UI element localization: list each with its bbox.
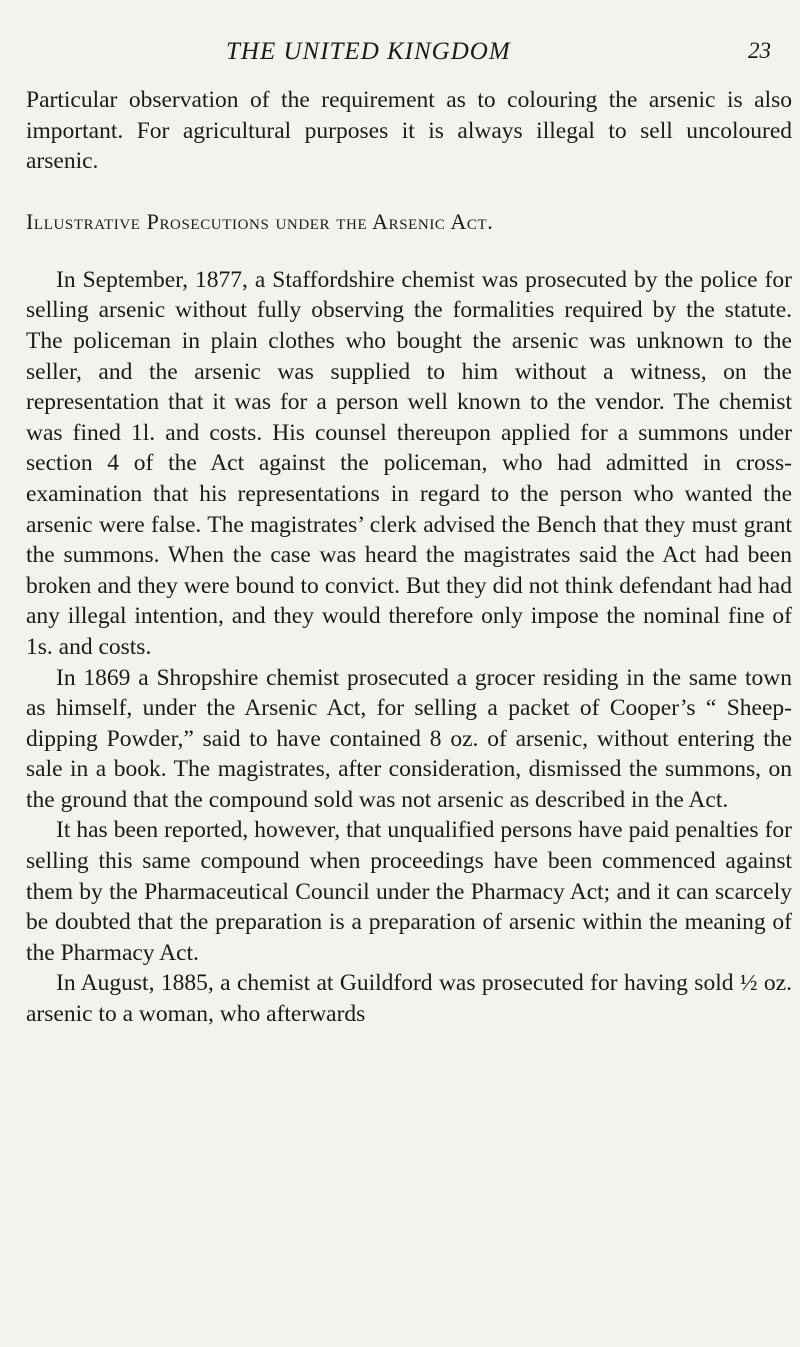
body-text: [26, 85, 792, 1030]
page-number: 23: [748, 38, 771, 63]
paragraph-guildford-case: In August, 1885, a chemist at Guildford was prosecuted for having sold ½ oz. arsenic to a woman, who afterwards: [26, 970, 792, 1028]
section-heading: Illustrative Prosecutions under the Arsenic Act.: [26, 208, 494, 234]
paragraph-colouring: Particular observation of the requirement as to colouring the arsenic is also important. For agricultural purposes it is always illegal to sell uncoloured arsenic.: [26, 87, 792, 175]
paragraph-staffordshire-case: In September, 1877, a Staffordshire chemist was prosecuted by the police for selling arsenic without fully observing the formalities required by the statute. The policeman in plain clothes who bought the arsenic was unknown to the seller, and the arsenic was supplied to him without a witness, on the representation that it was for a person well known to the vendor. The chemist was fined 1l. and costs. His counsel thereupon applied for a summons under section 4 of the Act against the policeman, who had admitted in cross-examination that his representations in regard to the person who wanted the arsenic were false. The magistrates’ clerk advised the Bench that they must grant the summons. When the case was heard the magistrates said the Act had been broken and they were bound to convict. But they did not think defendant had had any illegal intention, and they would therefore only impose the nominal fine of 1s. and costs.: [26, 266, 792, 660]
paragraph-unqualified-persons: It has been reported, however, that unqualified persons have paid penalties for selling this same compound when proceedings have been commenced against them by the Pharmaceutical Council under the Pharmacy Act; and it can scarcely be doubted that the preparation is a preparation of arsenic within the meaning of the Pharmacy Act.: [26, 817, 792, 966]
paragraph-shropshire-case: In 1869 a Shropshire chemist prosecuted a grocer residing in the same town as himself, under the Arsenic Act, for selling a packet of Cooper’s “ Sheep-dipping Powder,” said to have contained 8 oz. of arsenic, without entering the sale in a book. The magistrates, after consideration, dismissed the summons, on the ground that the compound sold was not arsenic as described in the Act.: [26, 664, 792, 813]
running-header: [0, 38, 800, 68]
running-title: THE UNITED KINGDOM: [226, 38, 511, 65]
